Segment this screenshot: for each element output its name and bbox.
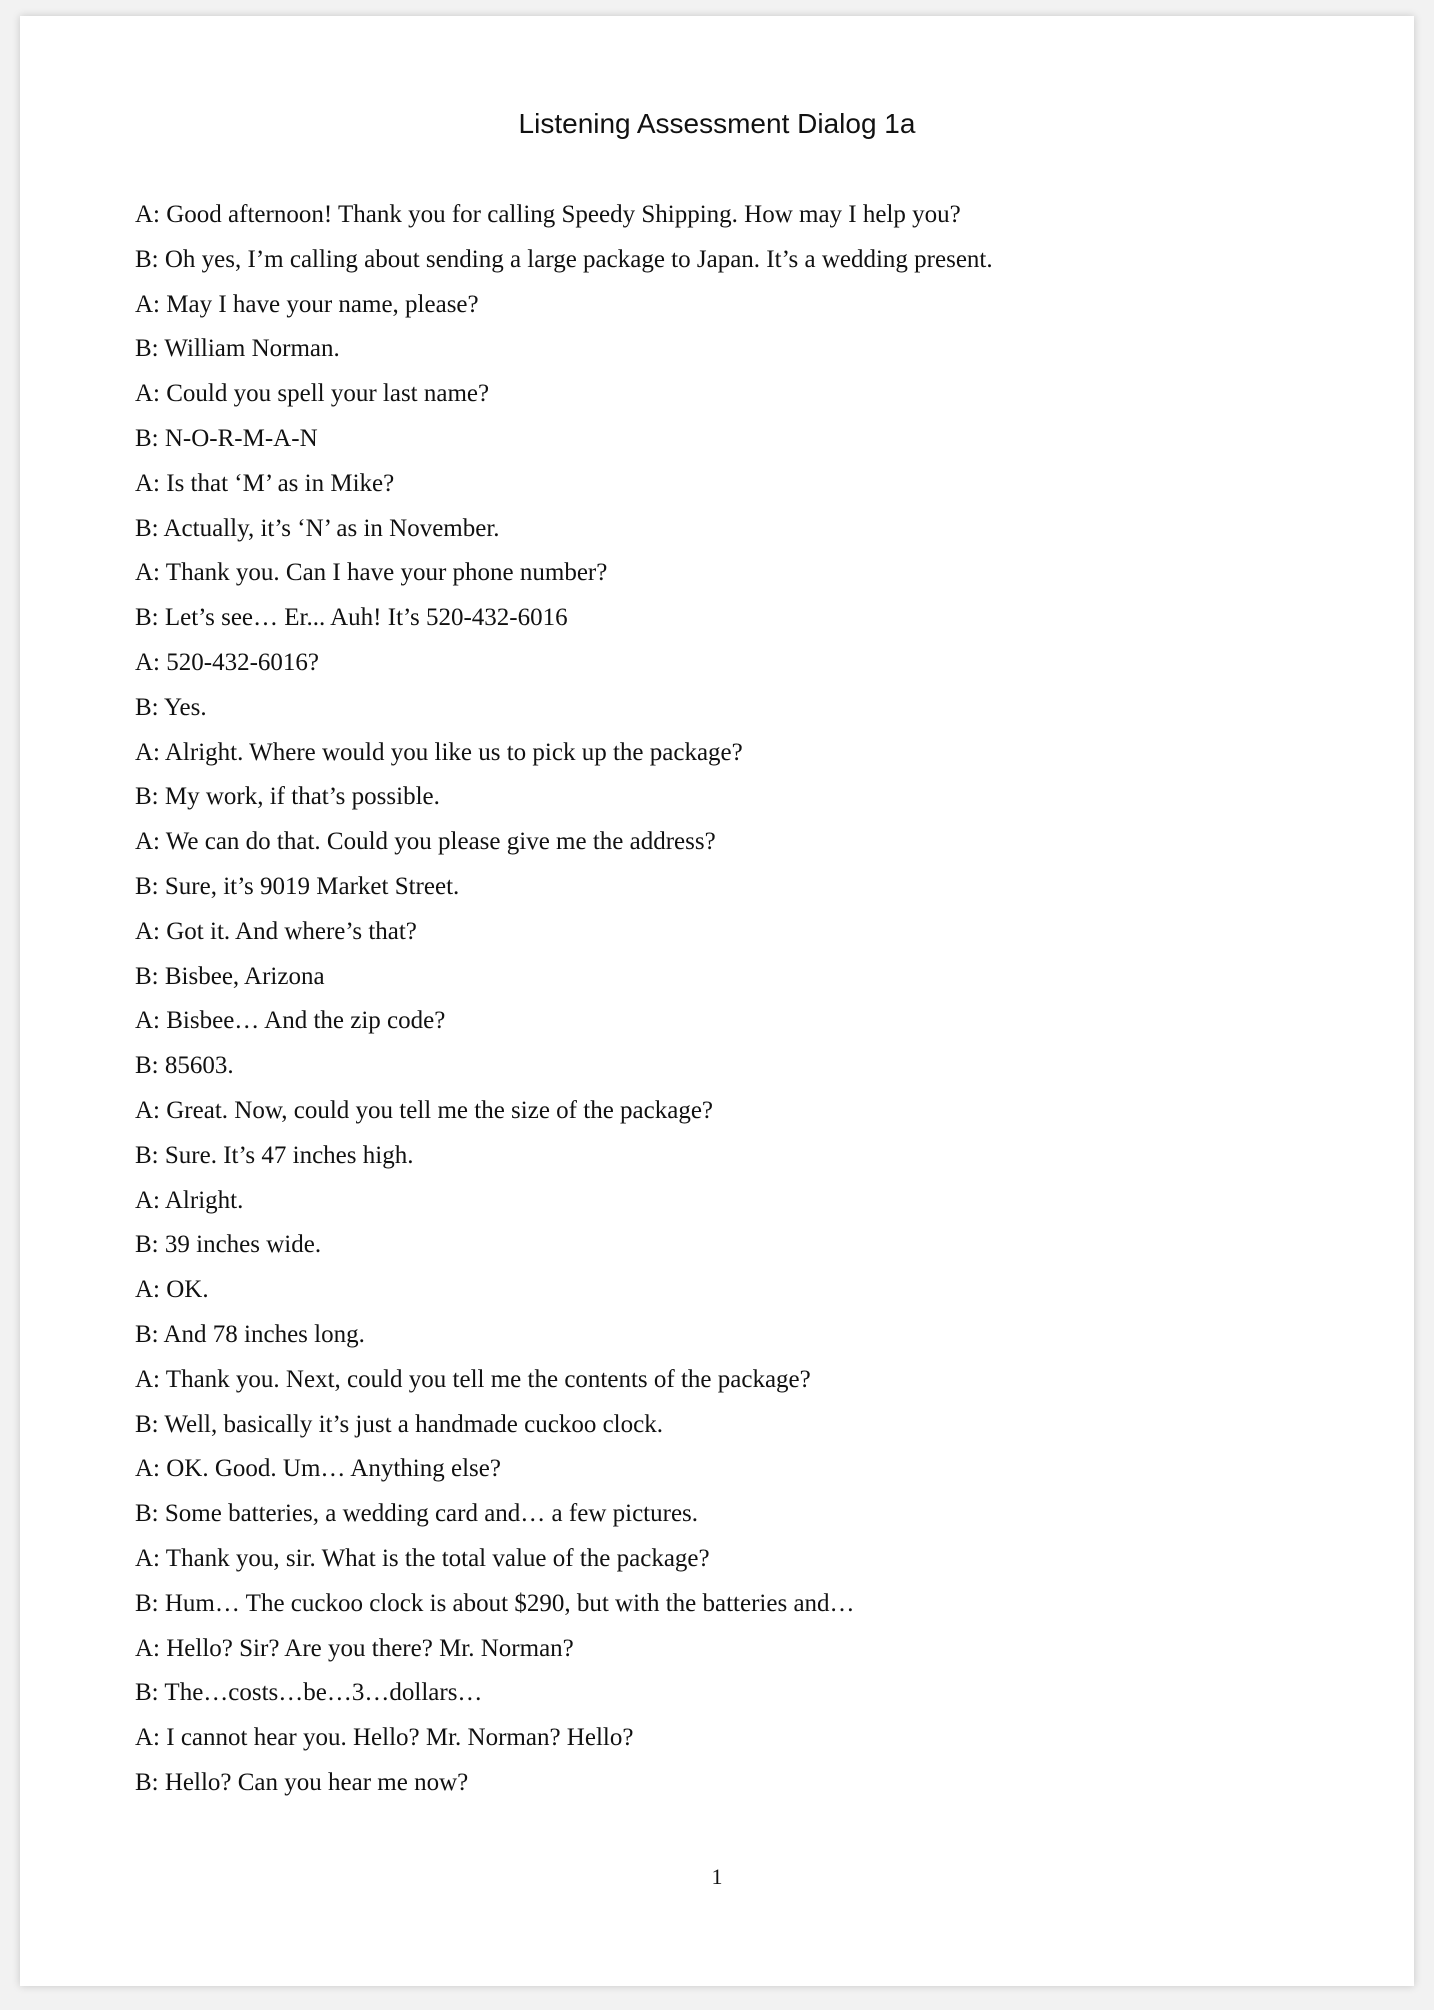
dialog-line: A: Good afternoon! Thank you for calling Speedy Shipping. How may I help you? bbox=[135, 201, 961, 228]
dialog-line: B: Bisbee, Arizona bbox=[135, 962, 325, 990]
dialog-line: B: And 78 inches long. bbox=[135, 1320, 365, 1348]
dialog-line: B: Oh yes, I’m calling about sending a large package to Japan. It’s a wedding present. bbox=[135, 245, 993, 273]
dialog-line: A: Thank you. Next, could you tell me the contents of the package? bbox=[135, 1365, 811, 1393]
dialog-line: B: William Norman. bbox=[135, 335, 340, 363]
dialog-line: B: Some batteries, a wedding card and… a few pictures. bbox=[135, 1500, 699, 1528]
dialog-line: B: Yes. bbox=[135, 693, 207, 721]
dialog-line: A: Great. Now, could you tell me the size of the package? bbox=[135, 1096, 714, 1124]
document-title: Listening Assessment Dialog 1a bbox=[518, 108, 916, 139]
dialog-line: B: Sure. It’s 47 inches high. bbox=[135, 1141, 414, 1169]
dialog-line: B: 85603. bbox=[135, 1052, 234, 1080]
dialog-line: A: Thank you, sir. What is the total value of the package? bbox=[135, 1544, 710, 1572]
dialog-line: B: Let’s see… Er... Auh! It’s 520-432-6016 bbox=[135, 604, 568, 632]
dialog-line: B: The…costs…be…3…dollars… bbox=[135, 1679, 483, 1707]
dialog-line: B: Hum… The cuckoo clock is about $290, but with the batteries and… bbox=[135, 1589, 855, 1617]
dialog-line: A: OK. Good. Um… Anything else? bbox=[135, 1455, 501, 1483]
dialog-line: A: OK. bbox=[135, 1276, 209, 1304]
dialog-line: B: Sure, it’s 9019 Market Street. bbox=[135, 872, 460, 900]
dialog-line: A: Hello? Sir? Are you there? Mr. Norman? bbox=[135, 1634, 574, 1662]
dialog-line: A: Bisbee… And the zip code? bbox=[135, 1007, 446, 1035]
dialog-line: A: Got it. And where’s that? bbox=[135, 917, 417, 945]
dialog-line: A: I cannot hear you. Hello? Mr. Norman? Hello? bbox=[135, 1724, 634, 1752]
dialog-line: B: 39 inches wide. bbox=[135, 1231, 322, 1259]
dialog-line: A: Is that ‘M’ as in Mike? bbox=[135, 469, 395, 497]
dialog-line: B: Hello? Can you hear me now? bbox=[135, 1768, 469, 1796]
dialog-line: A: We can do that. Could you please give me the address? bbox=[135, 828, 716, 856]
dialog-line: A: Alright. Where would you like us to pick up the package? bbox=[135, 738, 743, 766]
dialog-line: A: May I have your name, please? bbox=[135, 290, 479, 318]
dialog-line: A: Alright. bbox=[135, 1186, 244, 1214]
dialog-line: A: Could you spell your last name? bbox=[135, 380, 490, 408]
dialog-transcript bbox=[135, 193, 1315, 1806]
dialog-line: B: My work, if that’s possible. bbox=[135, 783, 440, 811]
document-page bbox=[20, 16, 1414, 1986]
dialog-line: A: 520-432-6016? bbox=[135, 648, 319, 676]
dialog-line: B: Actually, it’s ‘N’ as in November. bbox=[135, 514, 500, 542]
dialog-line: B: Well, basically it’s just a handmade cuckoo clock. bbox=[135, 1410, 663, 1438]
dialog-line: A: Thank you. Can I have your phone number? bbox=[135, 559, 608, 587]
page-number: 1 bbox=[711, 1864, 723, 1889]
dialog-line: B: N-O-R-M-A-N bbox=[135, 424, 318, 452]
